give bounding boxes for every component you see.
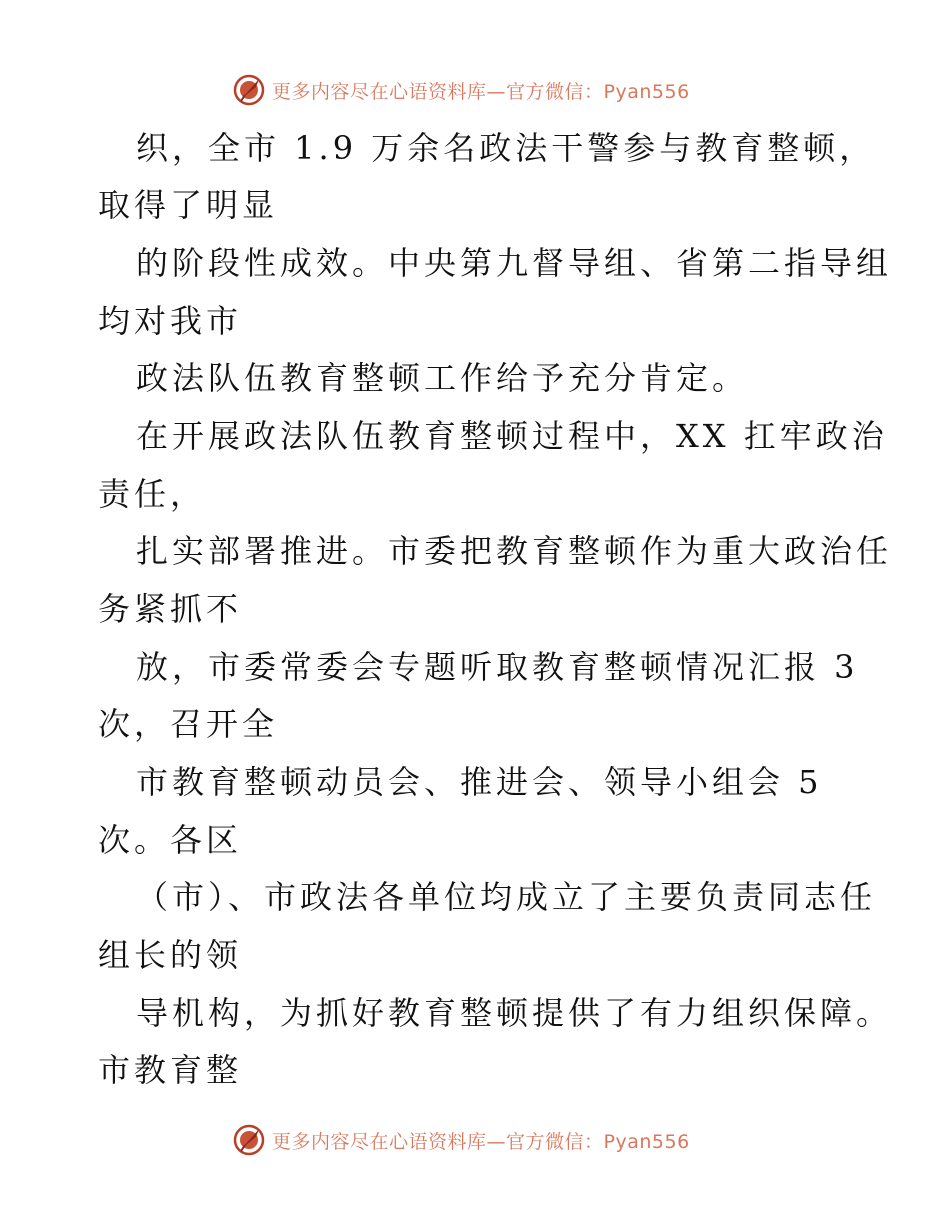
text-line: 政法队伍教育整顿工作给予充分肯定。 <box>136 359 749 397</box>
text-line: 务紧抓不 <box>98 590 243 628</box>
text-line: 放，市委常委会专题听取教育整顿情况汇报 3 <box>136 648 859 686</box>
watermark-text: 更多内容尽在心语资料库—官方微信：Pyan556 <box>272 80 690 103</box>
text-line: （市）、市政法各单位均成立了主要负责同志任 <box>136 878 877 916</box>
text-line: 市教育整 <box>98 1051 243 1089</box>
text-line: 次，召开全 <box>98 705 279 743</box>
text-line: 责任， <box>98 475 207 513</box>
text-line: 在开展政法队伍教育整顿过程中，XX 扛牢政治 <box>136 417 888 455</box>
text-line: 导机构，为抓好教育整顿提供了有力组织保障。 <box>136 994 893 1032</box>
header-watermark <box>232 70 690 110</box>
quill-circle-icon <box>232 73 266 107</box>
text-line: 扎实部署推进。市委把教育整顿作为重大政治任 <box>136 532 893 570</box>
footer-watermark <box>232 1120 690 1160</box>
quill-circle-icon <box>232 1123 266 1157</box>
text-line: 组长的领 <box>98 936 243 974</box>
text-line: 的阶段性成效。中央第九督导组、省第二指导组 <box>136 244 893 282</box>
text-line: 取得了明显 <box>98 186 279 224</box>
text-line: 均对我市 <box>98 302 243 340</box>
watermark-text: 更多内容尽在心语资料库—官方微信：Pyan556 <box>272 1130 690 1153</box>
text-line: 市教育整顿动员会、推进会、领导小组会 5 <box>136 763 823 801</box>
text-line: 次。各区 <box>98 821 243 859</box>
text-line: 织，全市 1.9 万余名政法干警参与教育整顿， <box>136 129 876 167</box>
